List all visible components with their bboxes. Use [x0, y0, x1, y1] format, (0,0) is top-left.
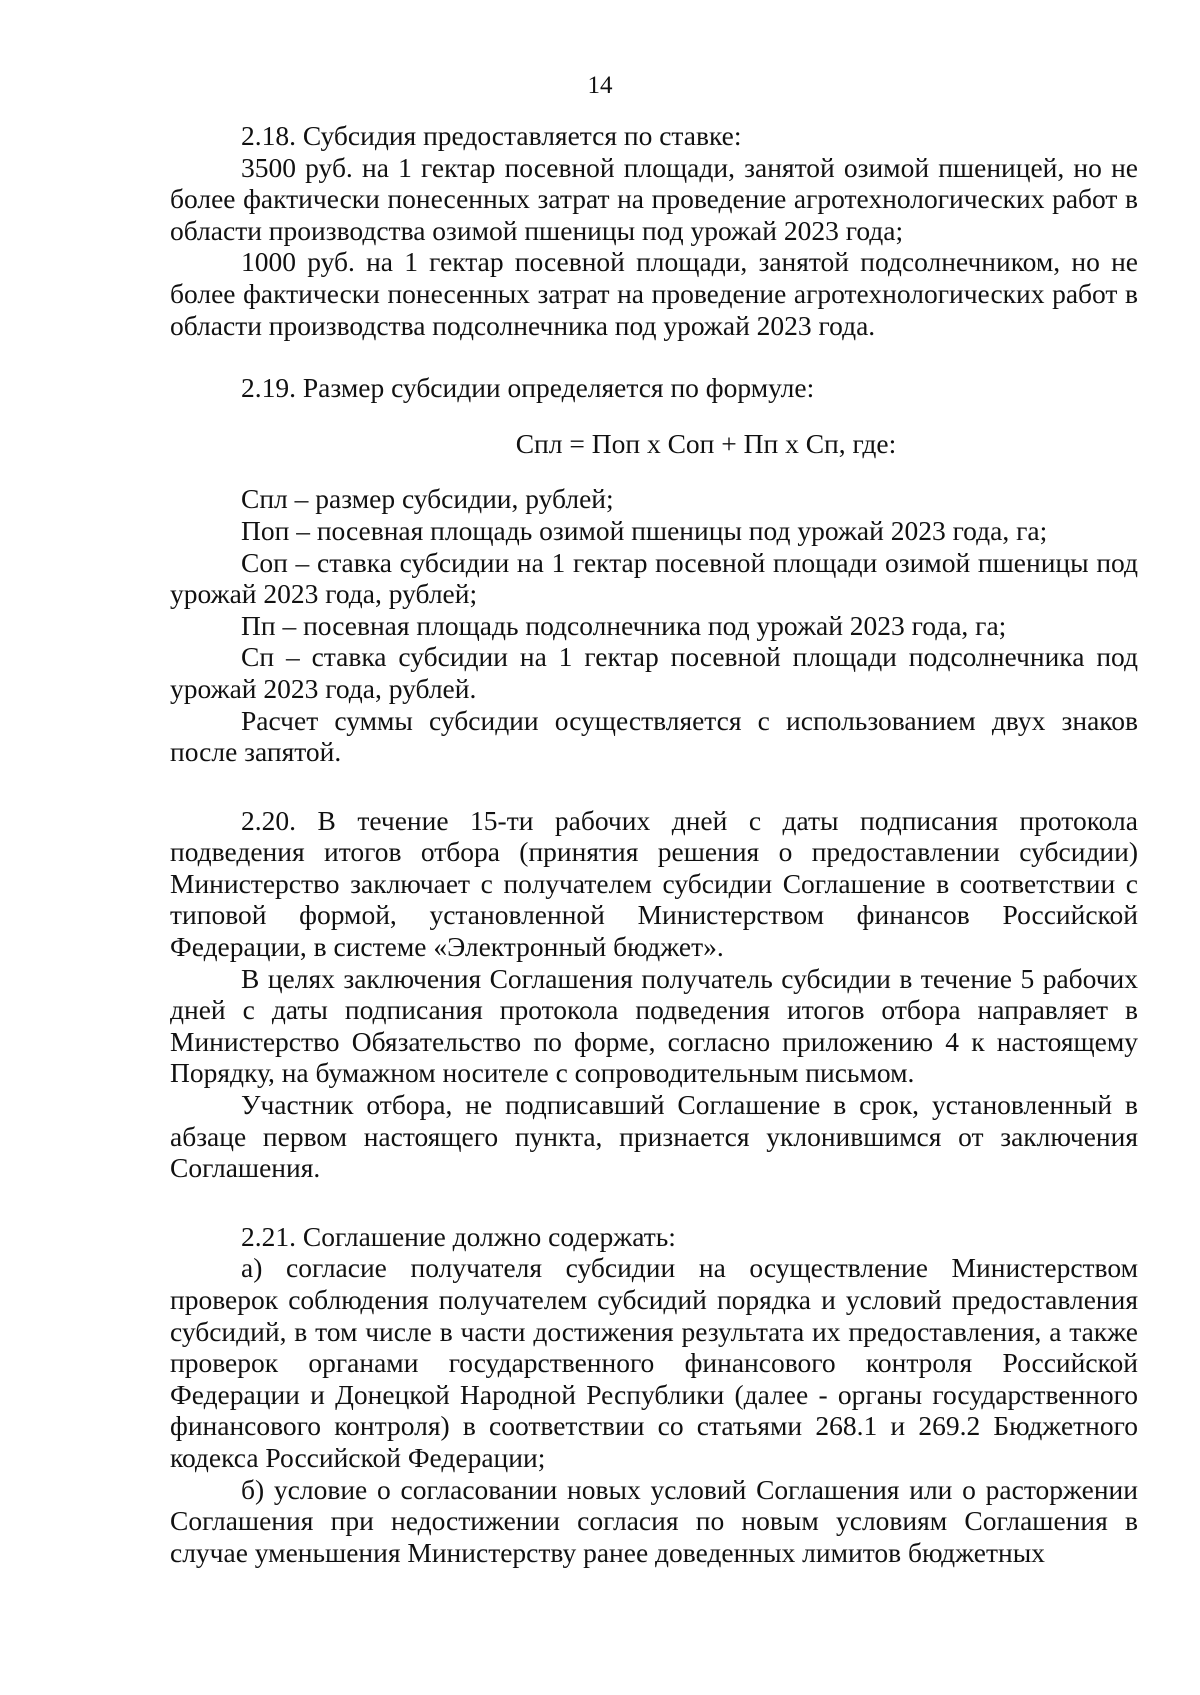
section-2-18-heading: 2.18. Субсидия предоставляется по ставке: — [241, 120, 742, 151]
section-2-18-rate-sunflower: 1000 руб. на 1 гектар посевной площади, занятой подсолнечником, но не более фактически понесенных затрат на проведение агротехнологических работ в области производства подсолнечника под урожай 2023 года. — [170, 246, 1138, 341]
document-body — [170, 120, 1138, 1568]
formula-definition-pop: Поп – посевная площадь озимой пшеницы под урожай 2023 года, га; — [241, 514, 1048, 546]
formula-definition-sp: Сп – ставка субсидии на 1 гектар посевной площади подсолнечника под урожай 2023 года, рублей. — [170, 641, 1138, 704]
subsidy-formula: Спл = Поп х Соп + Пп х Сп, где: — [515, 427, 897, 459]
page-number: 14 — [587, 72, 613, 99]
section-2-20-paragraph-2: В целях заключения Соглашения получатель субсидии в течение 5 рабочих дней с даты подписания протокола подведения итогов отбора направляет в Министерство Обязательство по форме, согласно приложению 4 к настоящему Порядку, на бумажном носителе с сопроводительным письмом. — [170, 962, 1138, 1089]
formula-definition-sop: Соп – ставка субсидии на 1 гектар посевной площади озимой пшеницы под урожай 2023 года, рублей; — [170, 546, 1138, 610]
section-2-20-paragraph-1: 2.20. В течение 15-ти рабочих дней с даты подписания протокола подведения итогов отбора (принятия решения о предоставлении субсидии) Министерство заключает с получателем субсидии Соглашение в соответствии с типовой формой, установленной Министерством финансов Российской Федерации, в системе «Электронный бюджет». — [170, 804, 1138, 963]
section-2-21-heading: 2.21. Соглашение должно содержать: — [241, 1220, 676, 1252]
section-2-20-paragraph-3: Участник отбора, не подписавший Соглашение в срок, установленный в абзаце первом настоящего пункта, признается уклонившимся от заключения Соглашения. — [170, 1089, 1138, 1184]
section-2-19-heading: 2.19. Размер субсидии определяется по формуле: — [241, 372, 815, 404]
formula-definition-spl: Спл – размер субсидии, рублей; — [241, 483, 614, 515]
section-2-21-item-b: б) условие о согласовании новых условий Соглашения или о расторжении Соглашения при недостижении согласия по новым условиям Соглашения в случае уменьшения Министерству ранее доведенных лимитов бюджетных — [170, 1473, 1138, 1568]
formula-definition-pp: Пп – посевная площадь подсолнечника под урожай 2023 года, га; — [241, 609, 1007, 641]
section-2-18-rate-wheat: 3500 руб. на 1 гектар посевной площади, занятой озимой пшеницей, но не более фактически понесенных затрат на проведение агротехнологических работ в области производства озимой пшеницы под урожай 2023 года; — [170, 151, 1138, 246]
section-2-21-item-a: а) согласие получателя субсидии на осуществление Министерством проверок соблюдения получателем субсидий порядка и условий предоставления субсидий, в том числе в части достижения результата их предоставления, а также проверок органами государственного финансового контроля Российской Федерации и Донецкой Народной Республики (далее - органы государственного финансового контроля) в соответствии со статьями 268.1 и 269.2 Бюджетного кодекса Российской Федерации; — [170, 1252, 1138, 1473]
calculation-note: Расчет суммы субсидии осуществляется с использованием двух знаков после запятой. — [170, 704, 1138, 768]
